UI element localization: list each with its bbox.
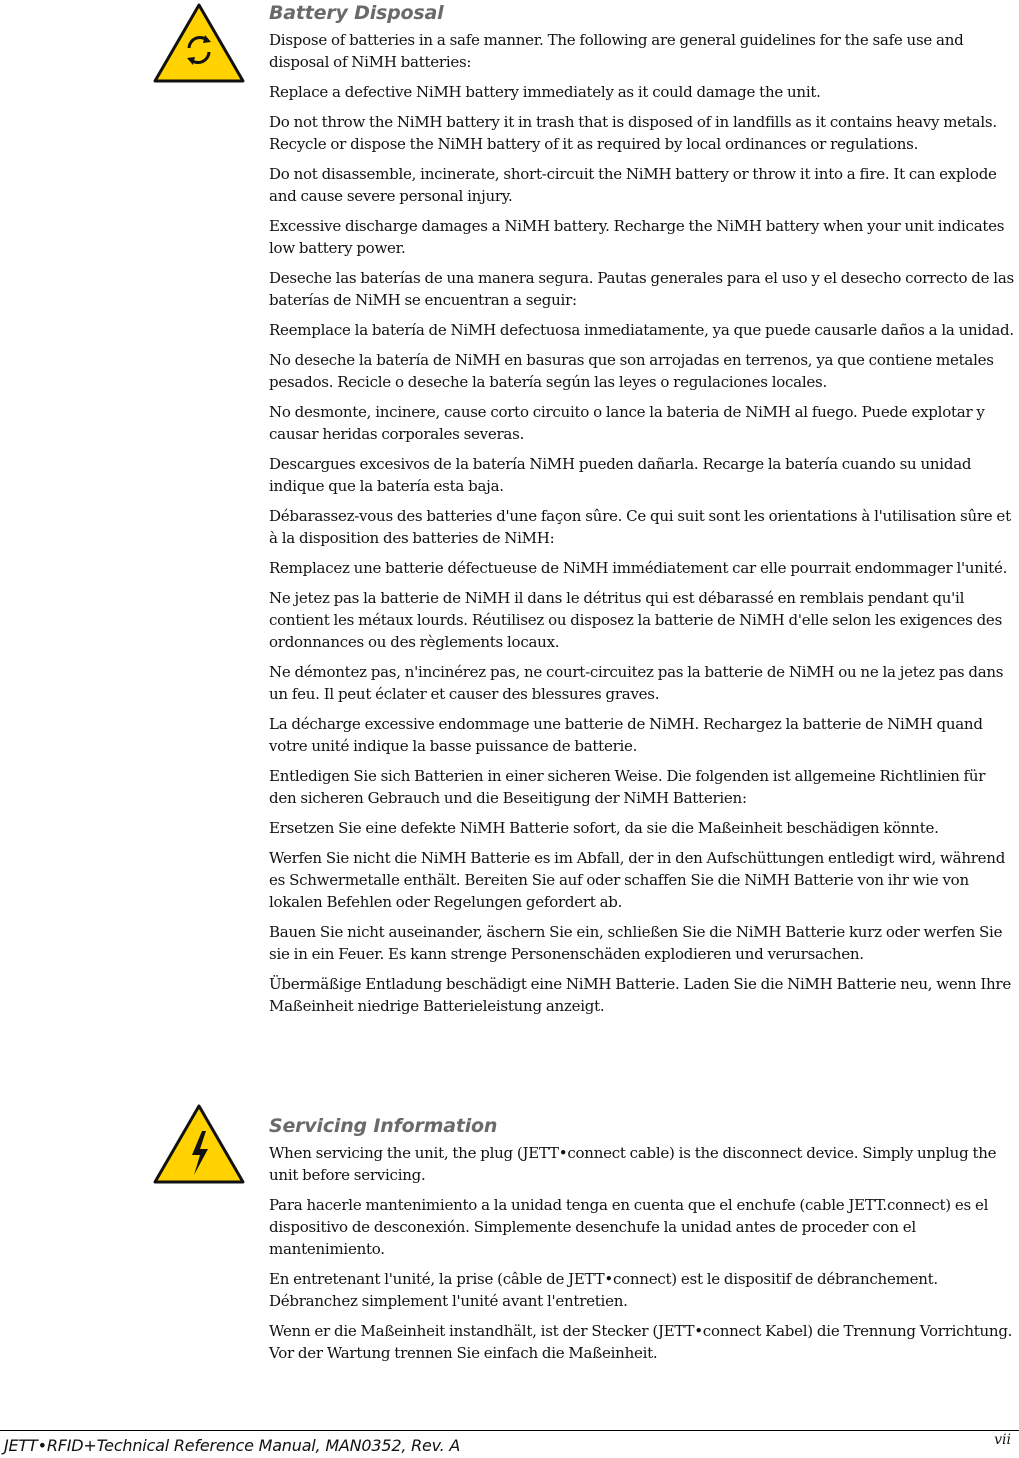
battery-paragraph: Excessive discharge damages a NiMH battery. Recharge the NiMH battery when your unit indicates low battery power. (269, 217, 1005, 257)
battery-paragraph: Remplacez une batterie défectueuse de NiMH immédiatement car elle pourrait endommager l'unité. (269, 559, 1008, 577)
servicing-paragraph: When servicing the unit, the plug (JETT•connect cable) is the disconnect device. Simply unplug the unit before servicing. (269, 1144, 997, 1184)
battery-paragraph: La décharge excessive endommage une batterie de NiMH. Rechargez la batterie de NiMH quand votre unité indique la basse puissance de batterie. (269, 715, 983, 755)
footer-title: JETT•RFID+Technical Reference Manual, MAN0352, Rev. A (4, 1436, 461, 1455)
battery-disposal-heading: Battery Disposal (269, 2, 444, 24)
battery-paragraph: Deseche las baterías de una manera segura. Pautas generales para el uso y el desecho correcto de las baterías de NiMH se encuentran a seguir: (269, 269, 1014, 309)
servicing-information-section (269, 1115, 1014, 1372)
battery-paragraph: Ne démontez pas, n'incinérez pas, ne court-circuitez pas la batterie de NiMH ou ne la jetez pas dans un feu. Il peut éclater et causer des blessures graves. (269, 663, 1004, 703)
battery-paragraph: Ne jetez pas la batterie de NiMH il dans le détritus qui est débarassé en remblais pendant qu'il contient les métaux lourds. Réutilisez ou disposez la batterie de NiMH d'elle selon les exigences des ordonnances ou des règlements locaux. (269, 589, 1003, 651)
recycle-warning-icon (152, 2, 246, 84)
battery-paragraph: Werfen Sie nicht die NiMH Batterie es im Abfall, der in den Aufschüttungen entledigt wird, während es Schwermetalle enthält. Bereiten Sie auf oder schaffen Sie die NiMH Batterie von ihr wie von lokalen Befehlen oder Regelungen gefordert ab. (269, 849, 1006, 911)
servicing-paragraph: Para hacerle mantenimiento a la unidad tenga en cuenta que el enchufe (cable JETT.connect) es el dispositivo de desconexión. Simplemente desenchufe la unidad antes de proceder con el mantenimiento. (269, 1196, 989, 1258)
battery-paragraph: Do not disassemble, incinerate, short-circuit the NiMH battery or throw it into a fire. It can explode and cause severe personal injury. (269, 165, 997, 205)
battery-paragraph: No deseche la batería de NiMH en basuras que son arrojadas en terrenos, ya que contiene metales pesados. Recicle o deseche la batería según las leyes o regulaciones locales. (269, 351, 994, 391)
battery-paragraph: Dispose of batteries in a safe manner. The following are general guidelines for the safe use and disposal of NiMH batteries: (269, 31, 964, 71)
battery-disposal-section (269, 2, 1014, 1025)
battery-paragraph: No desmonte, incinere, cause corto circuito o lance la bateria de NiMH al fuego. Puede explotar y causar heridas corporales severas. (269, 403, 985, 443)
battery-paragraph: Reemplace la batería de NiMH defectuosa inmediatamente, ya que puede causarle daños a la unidad. (269, 321, 1014, 339)
footer-divider (0, 1430, 1019, 1431)
battery-paragraph: Entledigen Sie sich Batterien in einer sicheren Weise. Die folgenden ist allgemeine Richtlinien für den sicheren Gebrauch und die Beseitigung der NiMH Batterien: (269, 767, 986, 807)
servicing-paragraph: Wenn er die Maßeinheit instandhält, ist der Stecker (JETT•connect Kabel) die Trennung Vorrichtung. Vor der Wartung trennen Sie einfach die Maßeinheit. (269, 1322, 1013, 1362)
battery-paragraph: Ersetzen Sie eine defekte NiMH Batterie sofort, da sie die Maßeinheit beschädigen könnte. (269, 819, 939, 837)
battery-paragraph: Replace a defective NiMH battery immediately as it could damage the unit. (269, 83, 821, 101)
servicing-information-heading: Servicing Information (269, 1115, 498, 1137)
battery-paragraph: Bauen Sie nicht auseinander, äschern Sie ein, schließen Sie die NiMH Batterie kurz oder werfen Sie sie in ein Feuer. Es kann strenge Personenschäden explodieren und verursachen. (269, 923, 1003, 963)
battery-paragraph: Débarassez-vous des batteries d'une façon sûre. Ce qui suit sont les orientations à l'utilisation sûre et à la disposition des batteries de NiMH: (269, 507, 1011, 547)
servicing-paragraph: En entretenant l'unité, la prise (câble de JETT•connect) est le dispositif de débranchement. Débranchez simplement l'unité avant l'entretien. (269, 1270, 938, 1310)
battery-paragraph: Descargues excesivos de la batería NiMH pueden dañarla. Recarge la batería cuando su unidad indique que la batería esta baja. (269, 455, 972, 495)
page-number: vii (994, 1432, 1011, 1448)
electrical-hazard-icon (152, 1103, 246, 1185)
battery-paragraph: Übermäßige Entladung beschädigt eine NiMH Batterie. Laden Sie die NiMH Batterie neu, wenn Ihre Maßeinheit niedrige Batterieleistung anzeigt. (269, 975, 1011, 1015)
battery-paragraph: Do not throw the NiMH battery it in trash that is disposed of in landfills as it contains heavy metals. Recycle or dispose the NiMH battery of it as required by local ordinances or regulations. (269, 113, 997, 153)
